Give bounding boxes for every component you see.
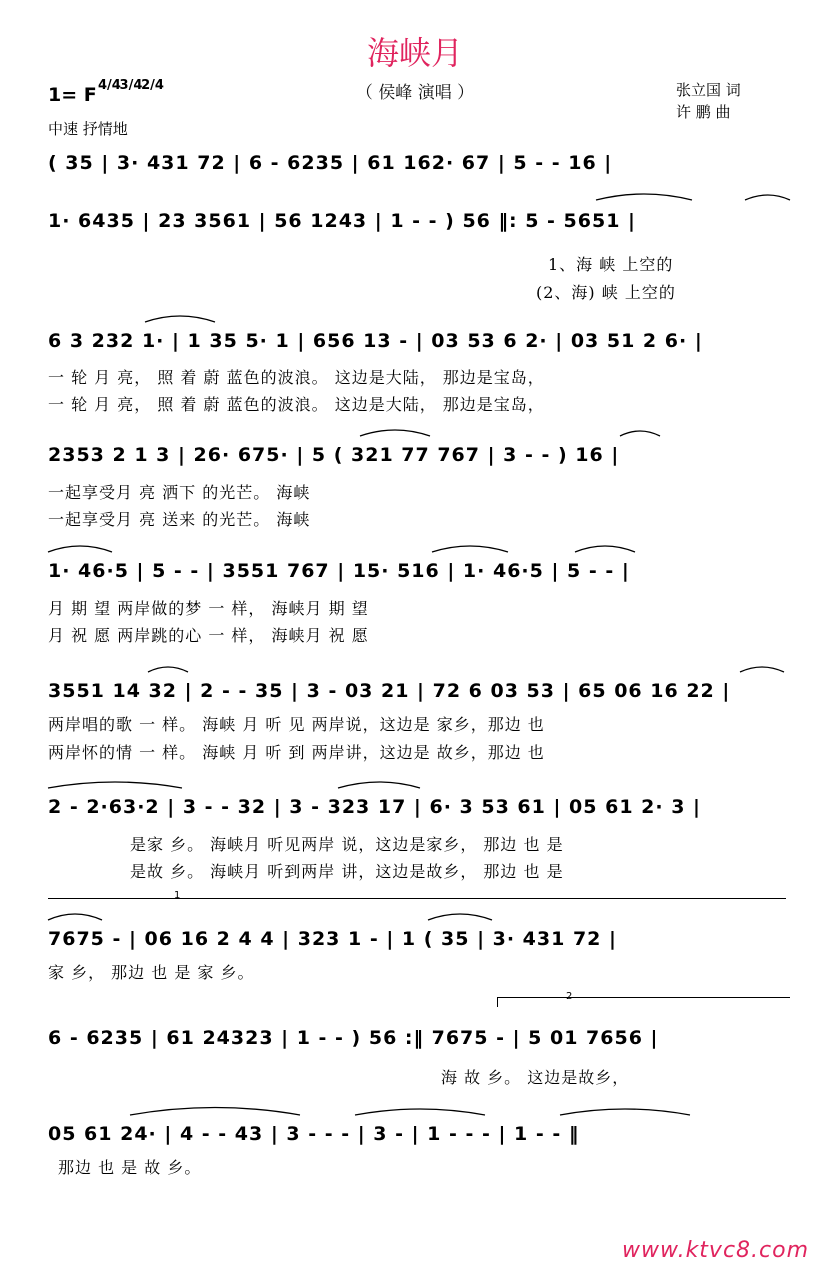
lyric-verse-1: 是家 乡。 海峡月 听见两岸 说，这边是家乡， 那边 也 是 (130, 835, 564, 854)
time-signature: 4/4 (98, 78, 121, 93)
notation-line-7: 2 - 2·63·2 | 3 - - 32 | 3 - 323 17 | 6· 3 53 61 | 05 61 2· 3 | (48, 796, 701, 818)
tempo-marking: 中速 抒情地 (48, 120, 128, 138)
first-ending-number: 1 (174, 890, 181, 901)
song-title: 海峡月 (366, 34, 463, 72)
time-signature: 3/4 (119, 78, 143, 93)
lyric-verse-2: 月 祝 愿 两岸跳的心 一 样， 海峡月 祝 愿 (48, 626, 369, 645)
notation-line-4: 2353 2 1 3 | 26· 675· | 5 ( 321 77 767 | 3 - - ) 16 | (48, 444, 620, 466)
lyricist-credit: 张立国 词 (676, 81, 741, 99)
lyric-verse-2: (2、海) 峡 上空的 (536, 283, 676, 302)
lyric-verse-2: 是故 乡。 海峡月 听到两岸 讲，这边是故乡， 那边 也 是 (130, 862, 564, 881)
second-ending-number: 2 (566, 991, 573, 1002)
notation-line-2: 1· 6435 | 23 3561 | 56 1243 | 1 - - ) 56 ‖: 5 - 5651 | (48, 210, 636, 232)
lyric-line: 海 故 乡。 这边是故乡， (441, 1068, 630, 1087)
composer-credit: 许 鹏 曲 (676, 103, 731, 121)
notation-line-9: 6 - 6235 | 61 24323 | 1 - - ) 56 :‖ 7675 - | 5 01 7656 | (48, 1027, 659, 1049)
singer-credit: （ 侯峰 演唱 ） (355, 83, 475, 103)
lyric-verse-2: 一 轮 月 亮， 照 着 蔚 蓝色的波浪。 这边是大陆， 那边是宝岛， (48, 395, 545, 414)
lyric-verse-1: 一 轮 月 亮， 照 着 蔚 蓝色的波浪。 这边是大陆， 那边是宝岛， (48, 368, 545, 387)
key-signature: 1= F (48, 84, 97, 106)
notation-line-8: 7675 - | 06 16 2 4 4 | 323 1 - | 1 ( 35 | 3· 431 72 | (48, 928, 617, 950)
lyric-verse-1: 月 期 望 两岸做的梦 一 样， 海峡月 期 望 (48, 599, 369, 618)
notation-line-5: 1· 46·5 | 5 - - | 3551 767 | 15· 516 | 1· 46·5 | 5 - - | (48, 560, 630, 582)
lyric-verse-1: 一起享受月 亮 洒下 的光芒。 海峡 (48, 483, 311, 502)
notation-line-3: 6 3 232 1· | 1 35 5· 1 | 656 13 - | 03 53 6 2· | 03 51 2 6· | (48, 330, 703, 352)
lyric-line: 家 乡， 那边 也 是 家 乡。 (48, 963, 255, 982)
lyric-verse-1: 1、海 峡 上空的 (548, 255, 674, 274)
notation-line-10: 05 61 24· | 4 - - 43 | 3 - - - | 3 - | 1 - - - | 1 - - ‖ (48, 1123, 580, 1145)
site-watermark: www.ktvc8.com (622, 1238, 810, 1263)
lyric-verse-2: 两岸怀的情 一 样。 海峡 月 听 到 两岸讲，这边是 故乡，那边 也 (48, 743, 545, 762)
notation-line-1: ( 35 | 3· 431 72 | 6 - 6235 | 61 162· 67 | 5 - - 16 | (48, 152, 613, 174)
lyric-line: 那边 也 是 故 乡。 (58, 1158, 202, 1177)
lyric-verse-2: 一起享受月 亮 送来 的光芒。 海峡 (48, 510, 311, 529)
lyric-verse-1: 两岸唱的歌 一 样。 海峡 月 听 见 两岸说，这边是 家乡，那边 也 (48, 715, 545, 734)
time-signature: 2/4 (141, 78, 164, 93)
notation-line-6: 3551 14 32 | 2 - - 35 | 3 - 03 21 | 72 6 03 53 | 65 06 16 22 | (48, 680, 731, 702)
